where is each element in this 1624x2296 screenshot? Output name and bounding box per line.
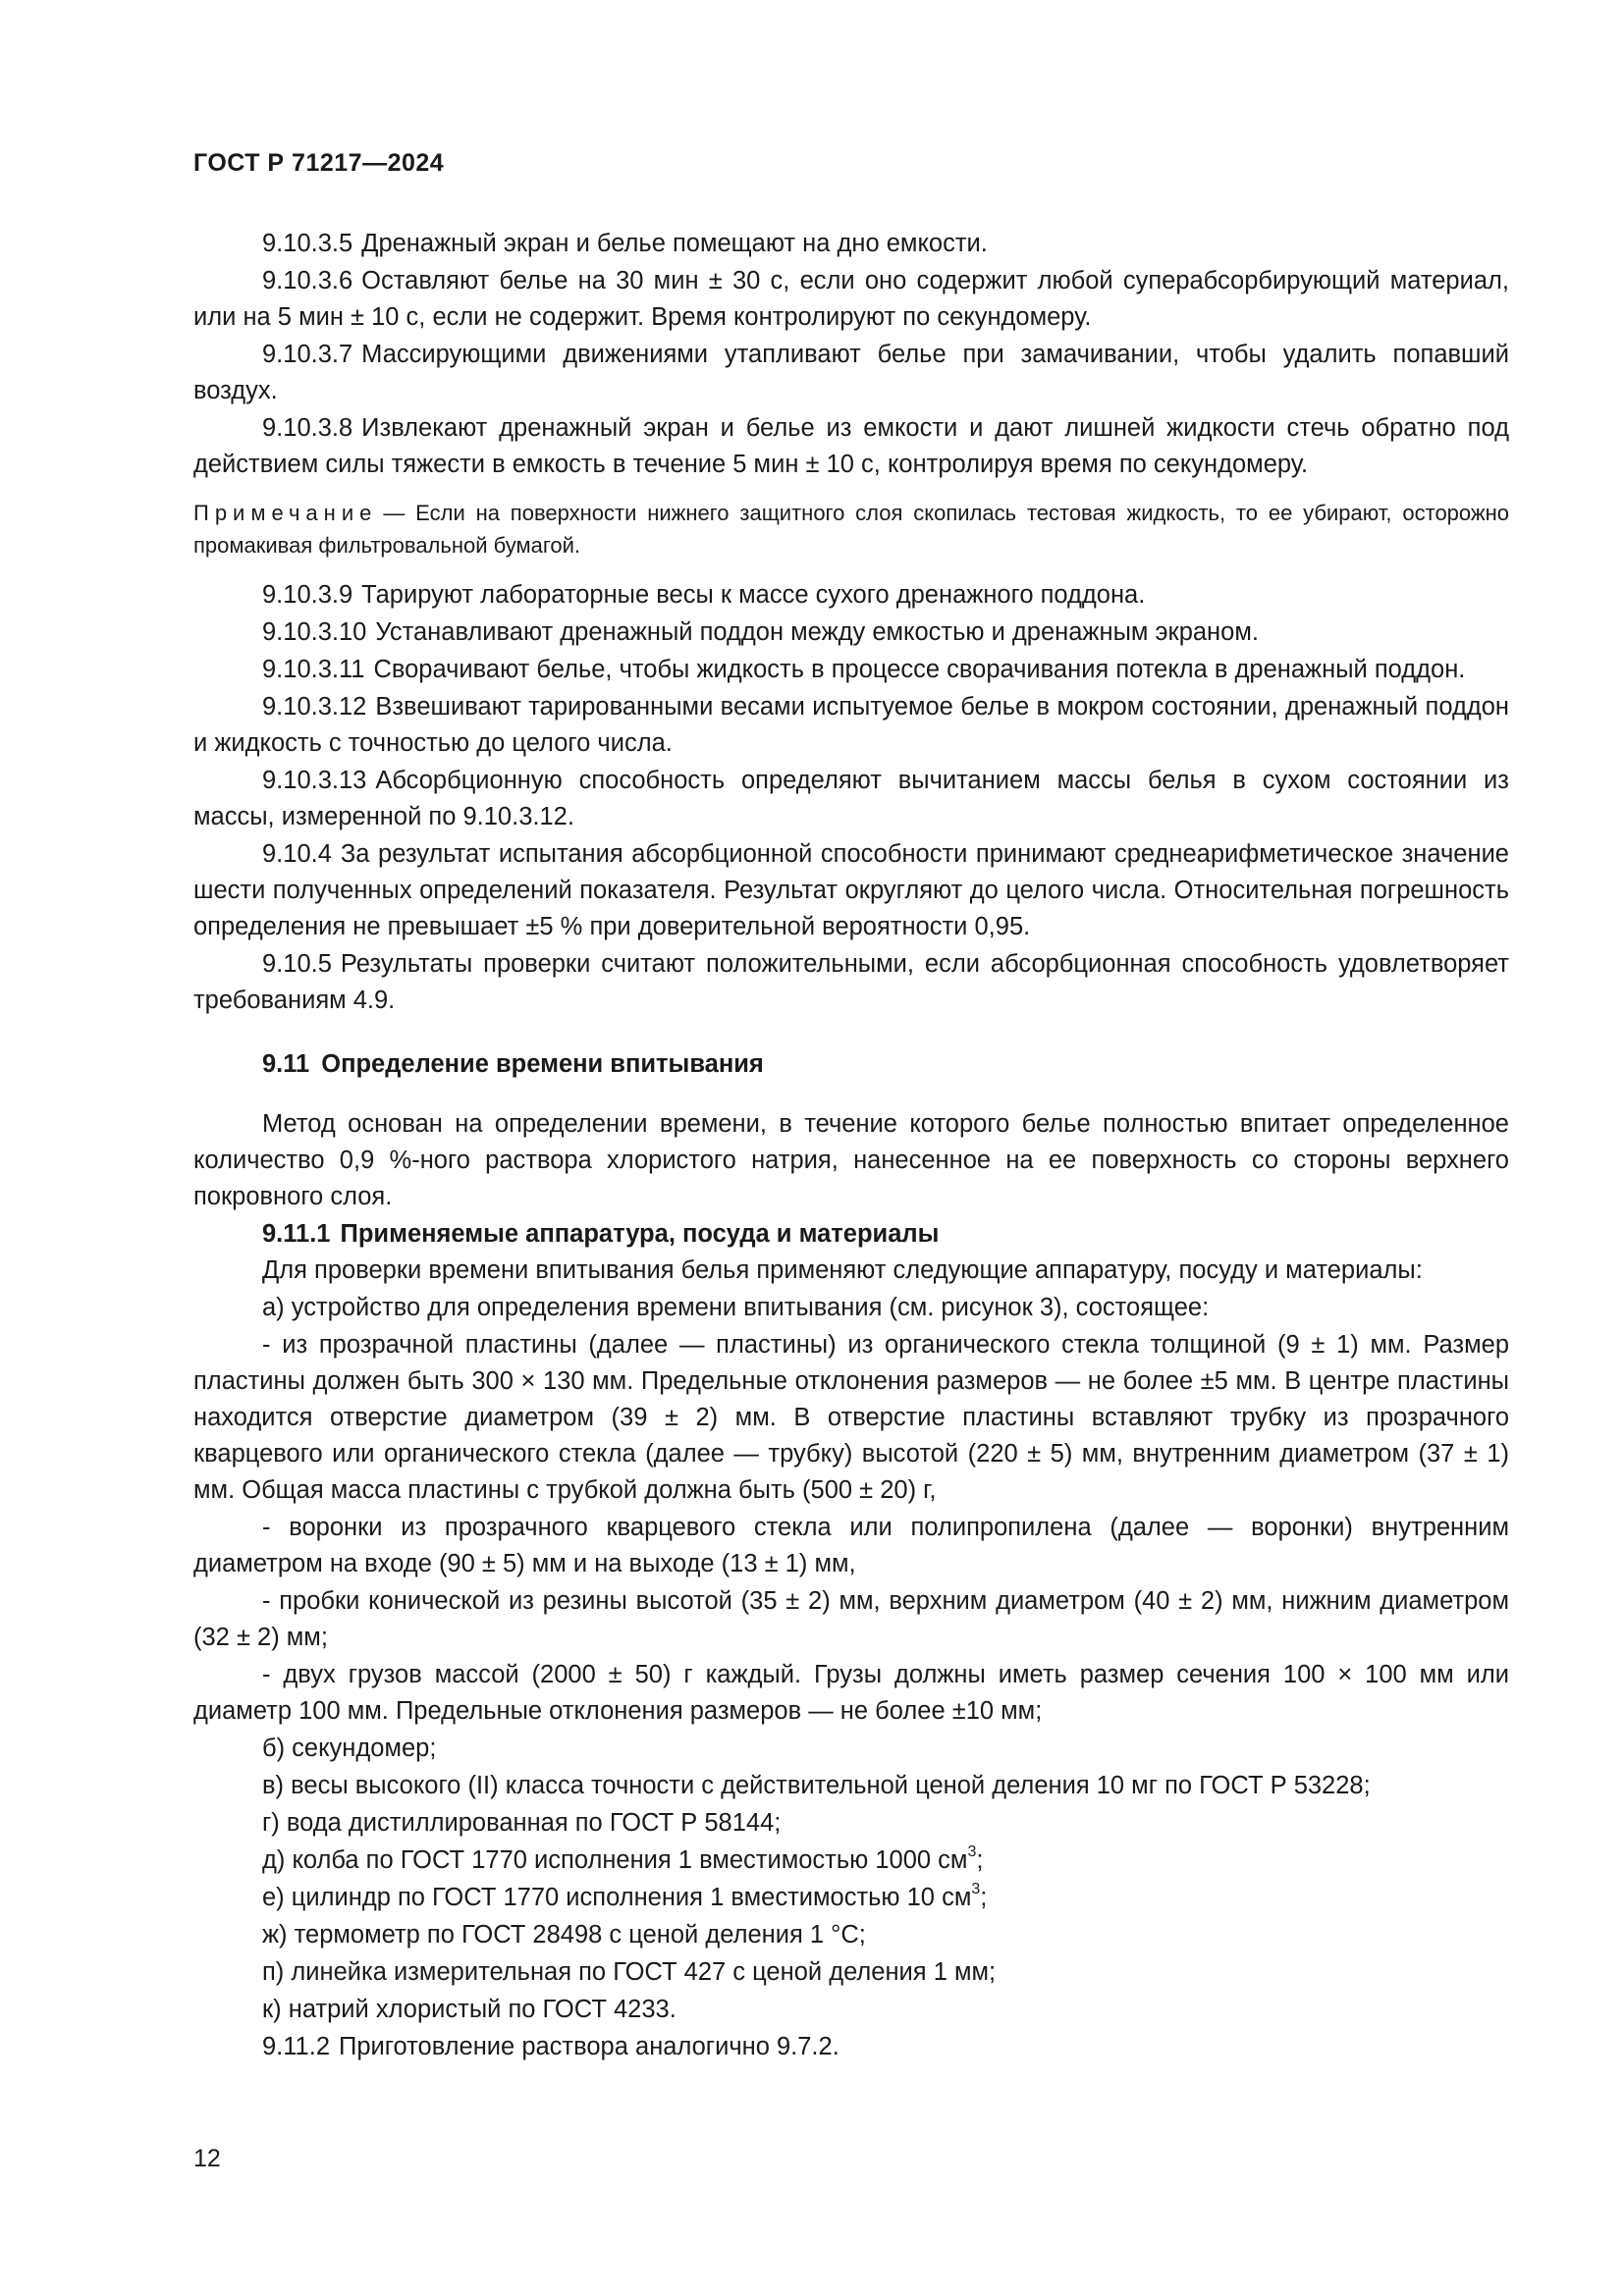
clause-number: 9.11.2	[262, 2033, 331, 2060]
clause-number: 9.10.4	[262, 840, 332, 868]
paragraph-9-10-5	[193, 946, 1509, 1019]
section-title: Определение времени впитывания	[321, 1050, 764, 1078]
paragraph-9-10-3-5	[193, 226, 1509, 262]
paragraph-9-10-3-12	[193, 689, 1509, 762]
clause-number: 9.10.3.11	[262, 656, 365, 683]
superscript: 3	[967, 1843, 977, 1860]
clause-text: За результат испытания абсорбционной способности принимают среднеарифметическое значение шести полученных определений показателя. Результат округляют до целого числа. Относительная погрешность определения не превышает ±5 % при доверительной вероятности 0,95.	[193, 840, 1509, 940]
paragraph-9-11-2	[193, 2029, 1509, 2065]
list-item: г) вода дистиллированная по ГОСТ Р 58144;	[262, 1809, 782, 1837]
document-body	[193, 226, 1509, 2066]
list-item: б) секундомер;	[262, 1735, 437, 1762]
clause-text: Оставляют белье на 30 мин ± 30 с, если оно содержит любой суперабсорбирующий материал, или на 5 мин ± 10 с, если не содержит. Время контролируют по секундомеру.	[193, 267, 1509, 331]
paragraph-9-10-3-6	[193, 263, 1509, 336]
clause-text: Массирующими движениями утапливают белье при замачивании, чтобы удалить попавший воздух.	[193, 341, 1509, 404]
clause-text: Результаты проверки считают положительными, если абсорбционная способность удовлетворяет требованиям 4.9.	[193, 950, 1509, 1014]
clause-number: 9.10.5	[262, 950, 332, 978]
note-block	[193, 497, 1509, 561]
list-item: - воронки из прозрачного кварцевого стекла или полипропилена (далее — воронки) внутренним диаметром на входе (90 ± 5) мм и на выходе (13 ± 1) мм,	[193, 1514, 1509, 1577]
paragraph-9-10-3-8	[193, 410, 1509, 483]
clause-text: Приготовление раствора аналогично 9.7.2.	[339, 2033, 839, 2060]
list-item: а) устройство для определения времени впитывания (см. рисунок 3), состоящее:	[262, 1294, 1210, 1321]
clause-text: Сворачивают белье, чтобы жидкость в процессе сворачивания потекла в дренажный поддон.	[373, 656, 1466, 683]
subsection-title: Применяемые аппаратура, посуда и материалы	[340, 1220, 940, 1248]
clause-number: 9.10.3.10	[262, 618, 367, 646]
list-item	[193, 1842, 1509, 1879]
list-item-text: д) колба по ГОСТ 1770 исполнения 1 вместимостью 1000 см	[262, 1846, 968, 1874]
list-item-text: е) цилиндр по ГОСТ 1770 исполнения 1 вместимостью 10 см	[262, 1884, 972, 1911]
clause-number: 9.10.3.13	[262, 767, 367, 794]
list-item: п) линейка измерительная по ГОСТ 427 с ценой деления 1 мм;	[262, 1958, 997, 1986]
section-heading-9-11	[193, 1046, 1509, 1083]
clause-number: 9.10.3.9	[262, 581, 353, 609]
list-item	[193, 1880, 1509, 1916]
clause-text: Тарируют лабораторные весы к массе сухого дренажного поддона.	[361, 581, 1146, 609]
clause-text: Абсорбционную способность определяют вычитанием массы белья в сухом состоянии из массы, измеренной по 9.10.3.12.	[193, 767, 1509, 830]
list-item: в) весы высокого (II) класса точности с действительной ценой деления 10 мг по ГОСТ Р 53228;	[262, 1772, 1371, 1799]
superscript: 3	[971, 1881, 981, 1897]
section-intro: Метод основан на определении времени, в течение которого белье полностью впитает определенное количество 0,9 %-ного раствора хлористого натрия, нанесенное на ее поверхность со стороны верхнего покровного слоя.	[193, 1110, 1509, 1210]
paragraph-9-10-3-9	[193, 577, 1509, 614]
list-item: ж) термометр по ГОСТ 28498 с ценой деления 1 °С;	[262, 1921, 866, 1949]
paragraph-9-10-3-10	[193, 614, 1509, 651]
subsection-intro: Для проверки времени впитывания белья применяют следующие аппаратуру, посуду и материалы:	[262, 1256, 1423, 1284]
list-item: к) натрий хлористый по ГОСТ 4233.	[262, 1996, 677, 2023]
subsection-heading-9-11-1	[193, 1216, 1509, 1253]
clause-number: 9.10.3.6	[262, 267, 353, 294]
paragraph-9-10-4	[193, 836, 1509, 945]
list-item: - двух грузов массой (2000 ± 50) г каждый. Грузы должны иметь размер сечения 100 × 100 мм или диаметр 100 мм. Предельные отклонения размеров — не более ±10 мм;	[193, 1661, 1509, 1725]
list-item: - из прозрачной пластины (далее — пластины) из органического стекла толщиной (9 ± 1) мм. Размер пластины должен быть 300 × 130 мм. Предельные отклонения размеров — не более ±5 мм. В центре пластины находится отверстие диаметром (39 ± 2) мм. В отверстие пластины вставляют трубку из прозрачного кварцевого или органического стекла (далее — трубку) высотой (220 ± 5) мм, внутренним диаметром (37 ± 1) мм. Общая масса пластины с трубкой должна быть (500 ± 20) г,	[193, 1331, 1509, 1504]
note-label: Примечание	[193, 501, 378, 525]
clause-number: 9.10.3.12	[262, 693, 367, 721]
document-header-title: ГОСТ Р 71217—2024	[193, 149, 445, 177]
clause-number: 9.10.3.8	[262, 414, 353, 442]
clause-text: Устанавливают дренажный поддон между емкостью и дренажным экраном.	[375, 618, 1259, 646]
clause-number: 9.10.3.5	[262, 230, 353, 257]
page-number: 12	[193, 2145, 221, 2172]
clause-text: Дренажный экран и белье помещают на дно емкости.	[361, 230, 988, 257]
clause-number: 9.10.3.7	[262, 341, 353, 368]
list-item: - пробки конической из резины высотой (35 ± 2) мм, верхним диаметром (40 ± 2) мм, нижним диаметром (32 ± 2) мм;	[193, 1587, 1509, 1651]
paragraph-9-10-3-13	[193, 763, 1509, 835]
list-item-tail: ;	[980, 1884, 988, 1911]
paragraph-9-10-3-7	[193, 337, 1509, 409]
subsection-number: 9.11.1	[262, 1220, 331, 1248]
list-item-tail: ;	[976, 1846, 984, 1874]
note-text: — Если на поверхности нижнего защитного слоя скопилась тестовая жидкость, то ее убирают, осторожно промакивая фильтровальной бумагой.	[193, 501, 1509, 558]
clause-text: Взвешивают тарированными весами испытуемое белье в мокром состоянии, дренажный поддон и жидкость с точностью до целого числа.	[193, 693, 1509, 757]
paragraph-9-10-3-11	[193, 652, 1509, 688]
section-number: 9.11	[262, 1050, 310, 1078]
clause-text: Извлекают дренажный экран и белье из емкости и дают лишней жидкости стечь обратно под действием силы тяжести в емкость в течение 5 мин ± 10 с, контролируя время по секундомеру.	[193, 414, 1509, 478]
